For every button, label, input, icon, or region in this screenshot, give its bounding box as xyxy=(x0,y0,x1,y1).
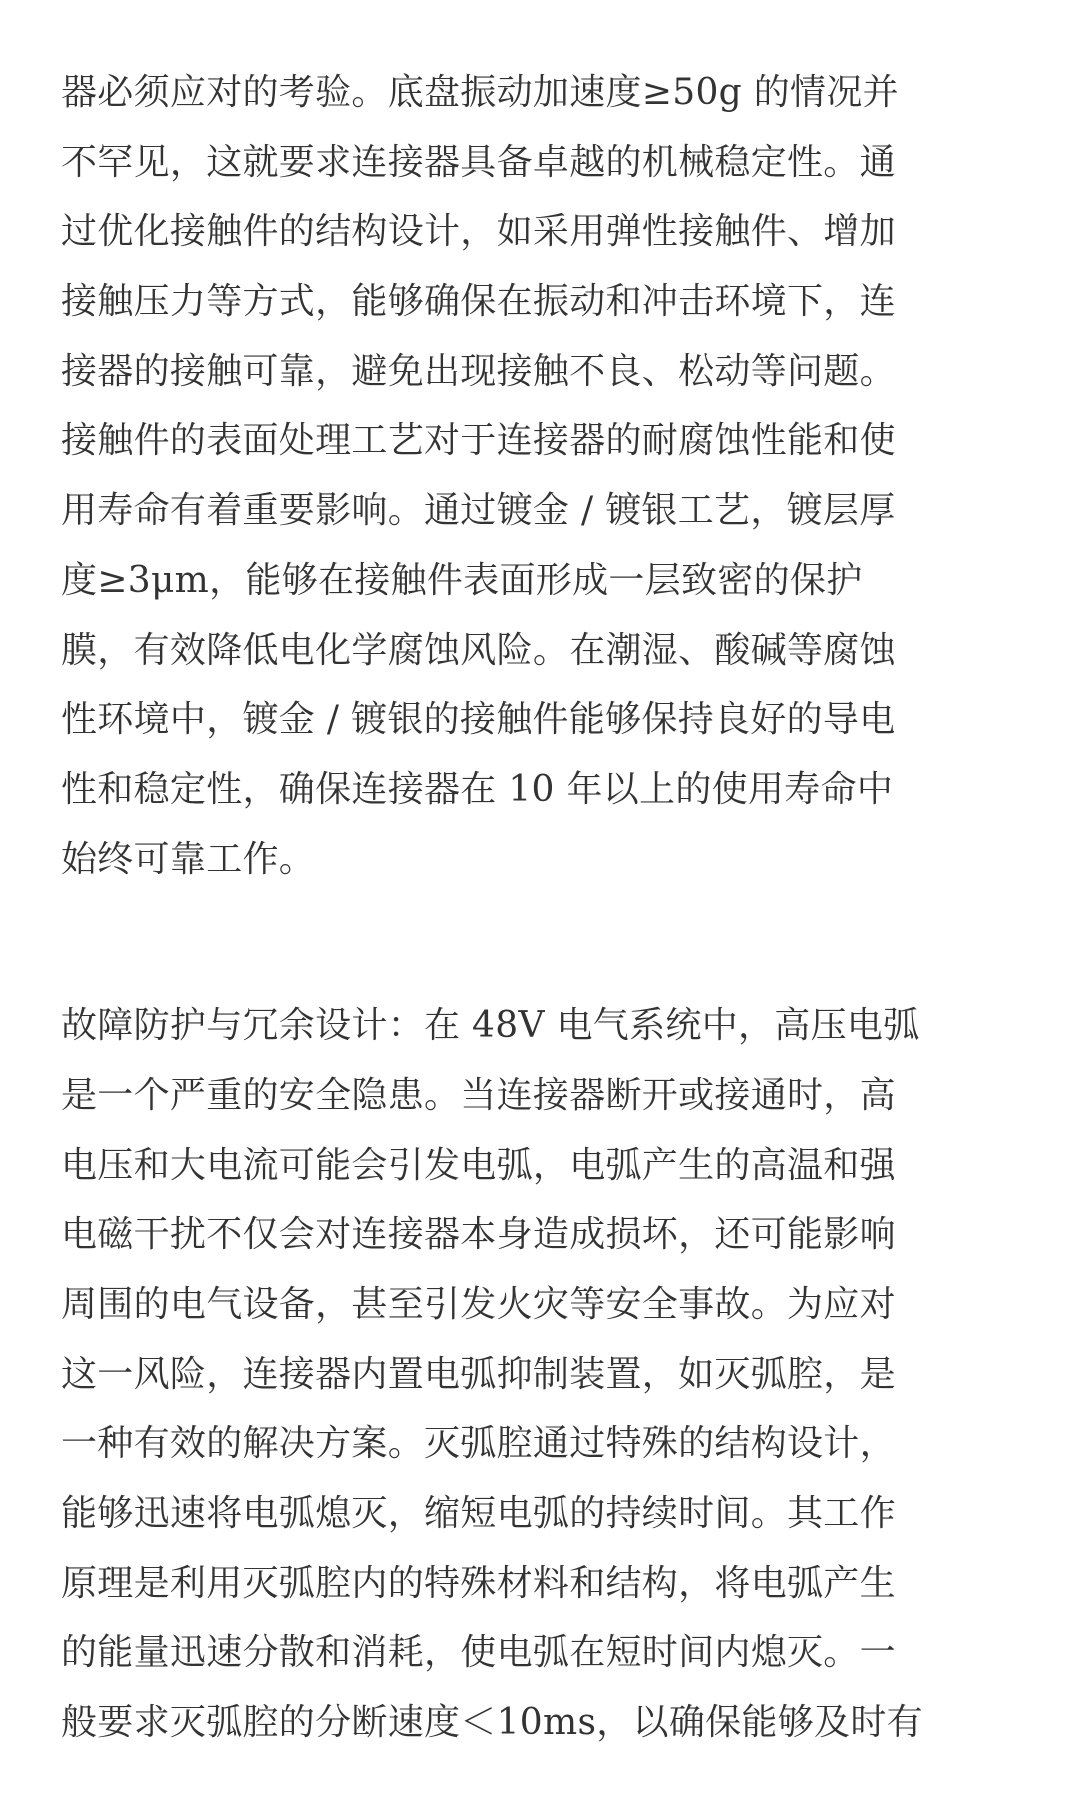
text-line: 接触压力等方式，能够确保在振动和冲击环境下，连 xyxy=(61,281,896,323)
text-line: 一种有效的解决方案。灭弧腔通过特殊的结构设计， xyxy=(61,1423,896,1465)
text-line: 过优化接触件的结构设计，如采用弹性接触件、增加 xyxy=(61,211,896,253)
text-line: 始终可靠工作。 xyxy=(61,838,316,880)
text-line: 不罕见，这就要求连接器具备卓越的机械稳定性。通 xyxy=(61,141,896,183)
text-line: 电压和大电流可能会引发电弧，电弧产生的高温和强 xyxy=(61,1144,896,1186)
text-line: 膜，有效降低电化学腐蚀风险。在潮湿、酸碱等腐蚀 xyxy=(61,629,896,671)
text-line: 是一个严重的安全隐患。当连接器断开或接通时，高 xyxy=(61,1074,896,1116)
paragraph-fault-protection xyxy=(61,991,1046,1758)
paragraph-contact-reliability xyxy=(61,58,1046,894)
text-line: 的能量迅速分散和消耗，使电弧在短时间内熄灭。一 xyxy=(61,1632,896,1674)
article-body xyxy=(61,58,1046,1758)
text-line: 度≥3μm，能够在接触件表面形成一层致密的保护 xyxy=(61,559,863,601)
text-line: 用寿命有着重要影响。通过镀金 / 镀银工艺，镀层厚 xyxy=(61,490,896,532)
text-line: 故障防护与冗余设计：在 48V 电气系统中，高压电弧 xyxy=(61,1005,920,1047)
text-line: 器必须应对的考验。底盘振动加速度≥50g 的情况并 xyxy=(61,72,899,113)
text-line: 般要求灭弧腔的分断速度＜10ms，以确保能够及时有 xyxy=(61,1702,923,1744)
paragraph-spacer xyxy=(61,894,1046,991)
text-line: 这一风险，连接器内置电弧抑制装置，如灭弧腔，是 xyxy=(61,1353,896,1395)
text-line: 周围的电气设备，甚至引发火灾等安全事故。为应对 xyxy=(61,1284,896,1325)
text-line: 接器的接触可靠，避免出现接触不良、松动等问题。 xyxy=(61,350,896,392)
text-line: 能够迅速将电弧熄灭，缩短电弧的持续时间。其工作 xyxy=(61,1493,896,1535)
text-line: 电磁干扰不仅会对连接器本身造成损坏，还可能影响 xyxy=(61,1214,896,1256)
text-line: 性环境中，镀金 / 镀银的接触件能够保持良好的导电 xyxy=(61,699,896,741)
text-line: 原理是利用灭弧腔内的特殊材料和结构，将电弧产生 xyxy=(61,1562,896,1604)
text-line: 接触件的表面处理工艺对于连接器的耐腐蚀性能和使 xyxy=(61,420,896,462)
text-line: 性和稳定性，确保连接器在 10 年以上的使用寿命中 xyxy=(61,768,894,810)
